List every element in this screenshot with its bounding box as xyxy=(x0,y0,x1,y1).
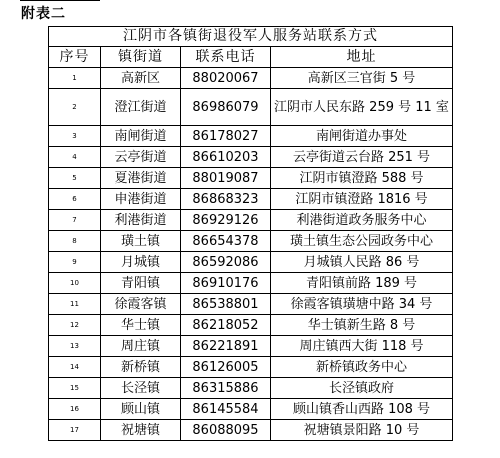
row-number: 9 xyxy=(49,252,101,273)
phone-number: 86538801 xyxy=(181,294,271,315)
phone-number: 86088095 xyxy=(181,420,271,441)
town-name: 利港街道 xyxy=(101,210,181,231)
address: 青阳镇前路 189 号 xyxy=(271,273,453,294)
table-row xyxy=(49,273,453,294)
table-row xyxy=(49,126,453,147)
table-row xyxy=(49,378,453,399)
table-row xyxy=(49,315,453,336)
address: 新桥镇政务中心 xyxy=(271,357,453,378)
town-name: 祝塘镇 xyxy=(101,420,181,441)
town-name: 周庄镇 xyxy=(101,336,181,357)
table-row xyxy=(49,357,453,378)
address: 利港街道政务服务中心 xyxy=(271,210,453,231)
table-row xyxy=(49,210,453,231)
address: 璜土镇生态公园政务中心 xyxy=(271,231,453,252)
phone-number: 86145584 xyxy=(181,399,271,420)
address: 江阴市人民东路 259 号 11 室 xyxy=(271,89,453,126)
town-name: 顾山镇 xyxy=(101,399,181,420)
town-name: 月城镇 xyxy=(101,252,181,273)
table-row xyxy=(49,89,453,126)
phone-number: 86610203 xyxy=(181,147,271,168)
phone-number: 88020067 xyxy=(181,68,271,89)
column-header-phone: 联系电话 xyxy=(181,47,271,68)
row-number: 6 xyxy=(49,189,101,210)
address: 祝塘镇景阳路 10 号 xyxy=(271,420,453,441)
phone-number: 86315886 xyxy=(181,378,271,399)
town-name: 申港街道 xyxy=(101,189,181,210)
row-number: 12 xyxy=(49,315,101,336)
column-header-town: 镇街道 xyxy=(101,47,181,68)
table-row xyxy=(49,294,453,315)
table-row xyxy=(49,420,453,441)
row-number: 14 xyxy=(49,357,101,378)
town-name: 高新区 xyxy=(101,68,181,89)
address: 长泾镇政府 xyxy=(271,378,453,399)
town-name: 徐霞客镇 xyxy=(101,294,181,315)
row-number: 13 xyxy=(49,336,101,357)
address: 高新区三官街 5 号 xyxy=(271,68,453,89)
table-title: 江阴市各镇街退役军人服务站联系方式 xyxy=(49,27,453,47)
address: 月城镇人民路 86 号 xyxy=(271,252,453,273)
row-number: 15 xyxy=(49,378,101,399)
row-number: 10 xyxy=(49,273,101,294)
table-row xyxy=(49,168,453,189)
town-name: 云亭街道 xyxy=(101,147,181,168)
row-number: 11 xyxy=(49,294,101,315)
phone-number: 86221891 xyxy=(181,336,271,357)
town-name: 新桥镇 xyxy=(101,357,181,378)
row-number: 1 xyxy=(49,68,101,89)
phone-number: 86910176 xyxy=(181,273,271,294)
town-name: 璜土镇 xyxy=(101,231,181,252)
header-rule xyxy=(20,0,100,1)
row-number: 2 xyxy=(49,89,101,126)
phone-number: 86929126 xyxy=(181,210,271,231)
phone-number: 86218052 xyxy=(181,315,271,336)
phone-number: 86178027 xyxy=(181,126,271,147)
town-name: 青阳镇 xyxy=(101,273,181,294)
phone-number: 86592086 xyxy=(181,252,271,273)
table-row xyxy=(49,231,453,252)
row-number: 17 xyxy=(49,420,101,441)
address: 南闸街道办事处 xyxy=(271,126,453,147)
phone-number: 88019087 xyxy=(181,168,271,189)
row-number: 16 xyxy=(49,399,101,420)
row-number: 5 xyxy=(49,168,101,189)
town-name: 长泾镇 xyxy=(101,378,181,399)
town-name: 夏港街道 xyxy=(101,168,181,189)
address: 徐霞客镇璜塘中路 34 号 xyxy=(271,294,453,315)
town-name: 南闸街道 xyxy=(101,126,181,147)
row-number: 3 xyxy=(49,126,101,147)
table-body xyxy=(49,68,453,441)
phone-number: 86654378 xyxy=(181,231,271,252)
phone-number: 86126005 xyxy=(181,357,271,378)
table-row xyxy=(49,399,453,420)
address: 江阴市镇澄路 1816 号 xyxy=(271,189,453,210)
address: 云亭街道云台路 251 号 xyxy=(271,147,453,168)
address: 华士镇新生路 8 号 xyxy=(271,315,453,336)
phone-number: 86986079 xyxy=(181,89,271,126)
column-header-number: 序号 xyxy=(49,47,101,68)
row-number: 8 xyxy=(49,231,101,252)
phone-number: 86868323 xyxy=(181,189,271,210)
column-header-address: 地址 xyxy=(271,47,453,68)
appendix-label: 附表二 xyxy=(21,6,66,22)
address: 江阴市镇澄路 588 号 xyxy=(271,168,453,189)
address: 周庄镇西大街 118 号 xyxy=(271,336,453,357)
town-name: 华士镇 xyxy=(101,315,181,336)
table-row xyxy=(49,147,453,168)
contact-table xyxy=(48,26,453,441)
table-row xyxy=(49,252,453,273)
table-row xyxy=(49,68,453,89)
row-number: 7 xyxy=(49,210,101,231)
address: 顾山镇香山西路 108 号 xyxy=(271,399,453,420)
table-row xyxy=(49,336,453,357)
row-number: 4 xyxy=(49,147,101,168)
table-row xyxy=(49,189,453,210)
town-name: 澄江街道 xyxy=(101,89,181,126)
